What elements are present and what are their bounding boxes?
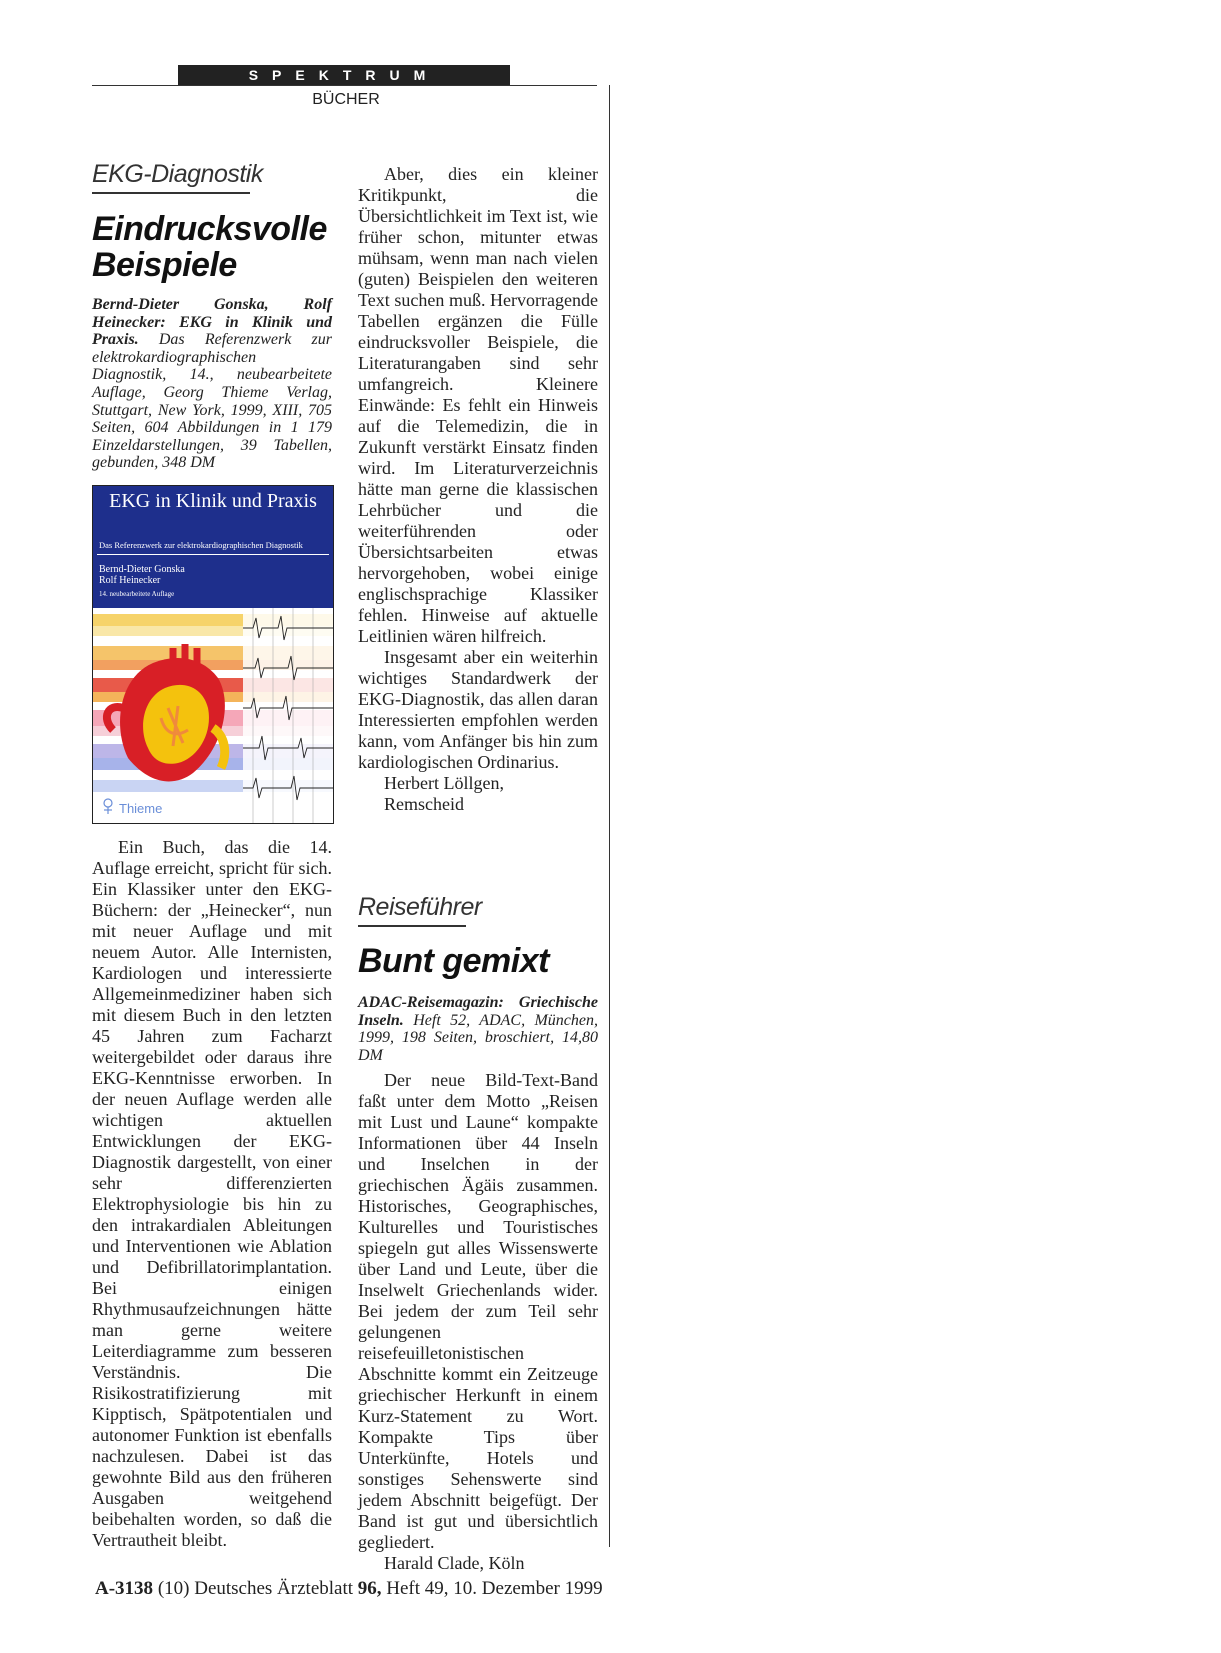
review1-signature bbox=[358, 773, 598, 815]
review1-paragraph-2: Aber, dies ein kleiner Kritikpunkt, die Übersichtlichkeit im Text ist, wie früher schon, mitunter etwas mühsam, wenn man nach vielen (guten) Beispielen den weiteren Text suchen muß. Hervorragende Tabellen ergänzen die Fülle eindrucksvoller Beispiele, die Literaturangaben sind sehr umfangreich. Kleinere Einwände: Es fehlt ein Hinweis auf die Telemedizin, die in Zukunft verstärkt Einsatz finden wird. Im Literaturverzeichnis hätte man gerne die klassischen Lehrbücher und die weiterführenden oder Übersichtsarbeiten etwas hervorgehoben, wobei einige englischsprachige Klassiker fehlen. Hinweise auf aktuelle Leitlinien wären hilfreich. bbox=[358, 164, 598, 646]
footer-volume: 96, bbox=[357, 1578, 382, 1599]
review2-rubric: Reiseführer bbox=[358, 893, 482, 921]
footer-issue: Heft 49, 10. Dezember 1999 bbox=[386, 1578, 603, 1599]
review1-reviewer-place: Remscheid bbox=[384, 794, 464, 814]
page-footer bbox=[95, 1578, 603, 1600]
section-title: BÜCHER bbox=[312, 91, 380, 108]
footer-page-id: A-3138 bbox=[95, 1578, 154, 1599]
rubric-underline bbox=[358, 925, 466, 927]
cover-edition: 14. neubearbeitete Auflage bbox=[99, 590, 175, 598]
footer-journal: Deutsches Ärzteblatt bbox=[194, 1578, 354, 1599]
rubric-underline bbox=[92, 192, 250, 194]
cover-heart-ecg-illustration bbox=[93, 608, 333, 823]
footer-page-number: (10) bbox=[157, 1578, 190, 1599]
book-cover bbox=[92, 485, 334, 824]
review2-paragraph-1: Der neue Bild-Text-Band faßt unter dem Motto „Reisen mit Lust und Laune“ kompakte Informationen über 44 Inseln und Inselchen in der griechischen Ägäis zusammen. Historisches, Geographisches, Kulturelles und Touristisches spiegeln gut alles Wissenswerte über Land und Leute, über die Inselwelt Griechenlands wider. Bei jedem der zum Teil sehr gelungenen reisefeuilletonistischen Abschnitte kommt ein Zeitzeuge griechischer Herkunft in einem Kurz-Statement zu Wort. Kompakte Tips über Unterkünfte, Hotels und sonstiges Sehenswerte sind jedem Abschnitt beigefügt. Der Band ist gut und übersichtlich gegliedert. bbox=[358, 1070, 598, 1552]
cover-rule bbox=[97, 554, 329, 555]
header-rule bbox=[92, 85, 597, 86]
review1-text-col1 bbox=[92, 837, 332, 1551]
review2-biblio-title: ADAC-Reisemagazin: Griechische Inseln. bbox=[358, 994, 598, 1029]
review1-biblio-details: Das Referenzwerk zur elektrokardiographischen Diagnostik, 14., neubearbeitete Auflage, Georg Thieme Verlag, Stuttgart, New York, 1999, XIII, 705 Seiten, 604 Abbildungen in 1 179 Einzeldarstellungen, 39 Tabellen, gebunden, 348 DM bbox=[92, 331, 332, 472]
cover-title: EKG in Klinik und Praxis bbox=[109, 490, 317, 512]
headline-line-1: Eindrucksvolle bbox=[92, 210, 327, 248]
review2-rubric-block bbox=[358, 893, 598, 927]
review1-paragraph-1: Ein Buch, das die 14. Auflage erreicht, spricht für sich. Ein Klassiker unter den EKG-Büchern: der „Heinecker“, nun mit neuer Auflage und mit neuem Autor. Alle Internisten, Kardiologen und interessierte Allgemeinmediziner haben sich mit diesem Buch in den letzten 45 Jahren zum Facharzt weitergebildet oder daraus ihre EKG-Kenntnisse erworben. In der neuen Auflage werden alle wichtigen aktuellen Entwicklungen der EKG-Diagnostik dargestellt, von einer sehr differenzierten Elektrophysiologie bis hin zu den intrakardialen Ableitungen und Interventionen wie Ablation und Defibrillatorimplantation. Bei einigen Rhythmusaufzeichnungen hätte man gerne weitere Leiterdiagramme zum besseren Verständnis. Die Risikostratifizierung mit Kipptisch, Spätpotentialen und autonomer Funktion ist ebenfalls nachzulesen. Dabei ist das gewohnte Bild aus den früheren Ausgaben weitgehend beibehalten worden, so daß die Vertrautheit bleibt. bbox=[92, 837, 332, 1550]
review1-paragraph-3: Insgesamt aber ein weiterhin wichtiges Standardwerk der EKG-Diagnostik, das allen daran Interessierten empfohlen werden kann, vom Anfänger bis hin zum kardiologischen Ordinarius. bbox=[358, 647, 598, 772]
thieme-logo-icon bbox=[101, 797, 115, 815]
section-kicker: SPEKTRUM bbox=[178, 65, 510, 85]
review1-headline bbox=[92, 211, 332, 283]
cover-author-1: Bernd-Dieter Gonska bbox=[99, 564, 185, 575]
review2-signature: Harald Clade, Köln bbox=[384, 1553, 525, 1573]
column-divider bbox=[609, 85, 610, 1547]
review1-bibliography bbox=[92, 296, 332, 472]
cover-subtitle: Das Referenzwerk zur elektrokardiographischen Diagnostik bbox=[99, 540, 303, 550]
review1-biblio-title: Bernd-Dieter Gonska, Rolf Heinecker: EKG in Klinik und Praxis. bbox=[92, 296, 332, 349]
review1-reviewer: Herbert Löllgen, bbox=[384, 773, 504, 793]
cover-publisher: Thieme bbox=[119, 801, 163, 816]
review2-text bbox=[358, 1070, 598, 1574]
review2-biblio-details: Heft 52, ADAC, München, 1999, 198 Seiten, broschiert, 14,80 DM bbox=[358, 1011, 599, 1064]
review1-rubric-block bbox=[92, 160, 332, 194]
review1-text-col2 bbox=[358, 164, 598, 815]
cover-authors bbox=[99, 564, 185, 586]
review1-rubric: EKG-Diagnostik bbox=[92, 160, 263, 188]
review2-bibliography bbox=[358, 994, 598, 1064]
cover-author-2: Rolf Heinecker bbox=[99, 575, 161, 586]
review2-headline: Bunt gemixt bbox=[358, 942, 549, 980]
headline-line-2: Beispiele bbox=[92, 246, 237, 284]
